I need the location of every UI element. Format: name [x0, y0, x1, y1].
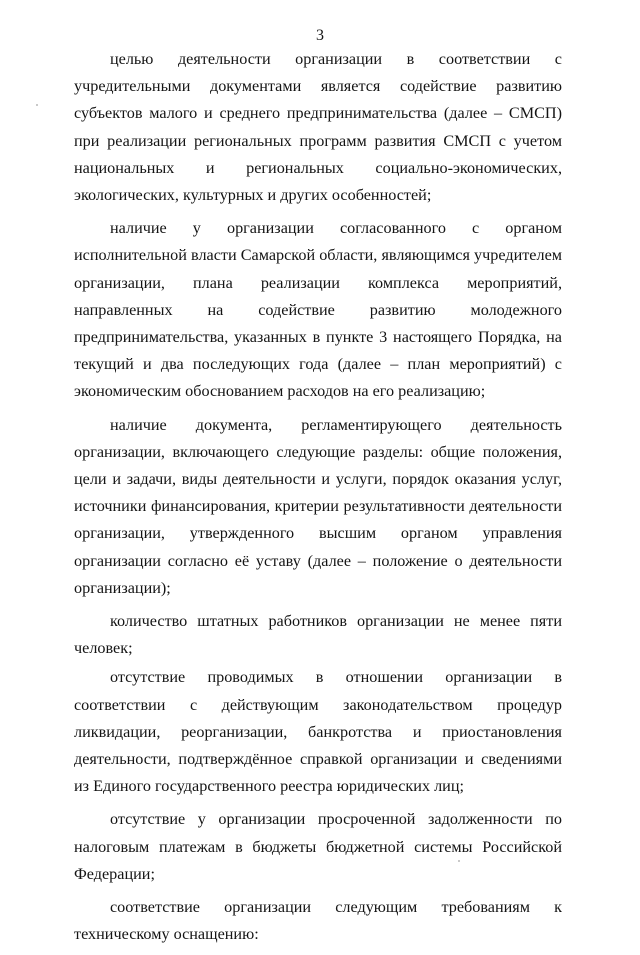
paragraph-no-tax-debt: отсутствие у организации просроченной задолженности по налоговым платежам в бюджеты бюджетной системы Российской Федерации; [74, 810, 562, 883]
document-body [74, 46, 562, 955]
paragraph-technical-equipment: соответствие организации следующим требованиям к техническому оснащению: [74, 898, 562, 944]
page-number: 3 [316, 27, 324, 44]
paragraph-purpose: целью деятельности организации в соответствии с учредительными документами является содействие развитию субъектов малого и среднего предпринимательства (далее – СМСП) при реализации региональных программ развития СМСП с учетом национальных и региональных социально-экономических, экологических, культурных и других особенностей; [74, 50, 562, 205]
paragraph-staff-count: количество штатных работников организации не менее пяти человек; [74, 612, 562, 658]
paragraph-regulation-document: наличие документа, регламентирующего деятельность организации, включающего следующие разделы: общие положения, цели и задачи, виды деятельности и услуги, порядок оказания услуг, источники финансирования, критерии результативности деятельности организации, утвержденного высшим органом управления организации согласно её уставу (далее – положение о деятельности организации); [74, 415, 562, 597]
paragraph-no-liquidation: отсутствие проводимых в отношении организации в соответствии с действующим законодательством процедур ликвидации, реорганизации, банкротства и приостановления деятельности, подтверждённое справкой организации и сведениями из Единого государственного реестра юридических лиц; [74, 668, 562, 796]
scan-speck [36, 104, 38, 106]
paragraph-action-plan: наличие у организации согласованного с органом исполнительной власти Самарской области, являющимся учредителем организации, плана реализации комплекса мероприятий, направленных на содействие развитию молодежного предпринимательства, указанных в пункте 3 настоящего Порядка, на текущий и два последующих года (далее – план мероприятий) с экономическим обоснованием расходов на его реализацию; [74, 219, 562, 401]
